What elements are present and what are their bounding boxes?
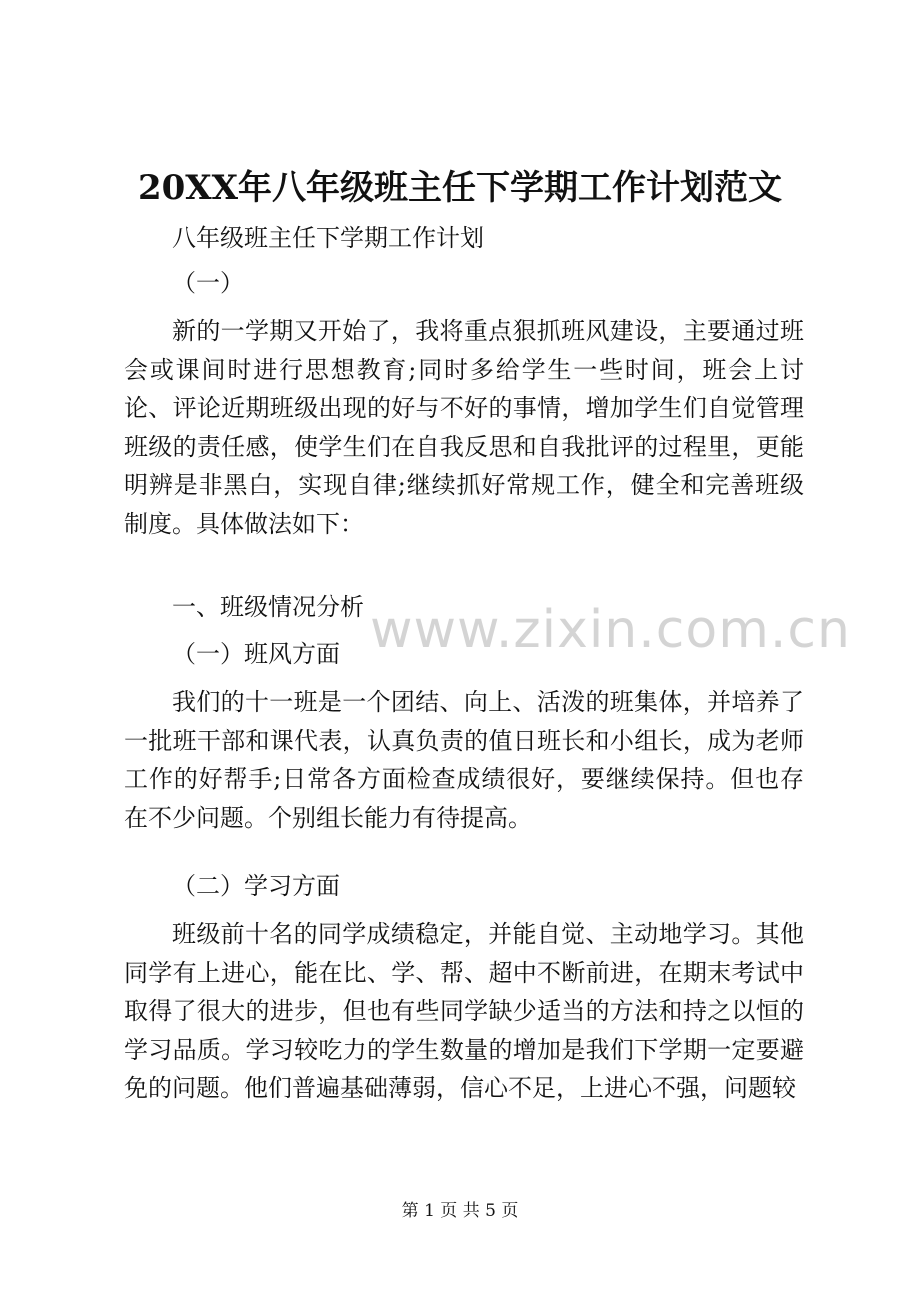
study-paragraph: 班级前十名的同学成绩稳定，并能自觉、主动地学习。其他同学有上进心，能在比、学、帮、超中不断前进，在期末考试中取得了很大的进步，但也有些同学缺少适当的方法和持之以恒的学习品质。学习较吃力的学生数量的增加是我们下学期一定要避免的问题。他们普遍基础薄弱，信心不足，上进心不强，问题较	[124, 920, 804, 1103]
section-marker: （一）	[172, 269, 244, 297]
watermark: www.zixin.com.cn	[370, 600, 851, 660]
document-subtitle: 八年级班主任下学期工作计划	[172, 224, 484, 252]
document-title: 20XX年八年级班主任下学期工作计划范文	[137, 168, 783, 208]
heading-class-analysis: 一、班级情况分析	[172, 593, 364, 621]
intro-paragraph: 新的一学期又开始了，我将重点狠抓班风建设，主要通过班会或课间时进行思想教育;同时多给学生一些时间，班会上讨论、评论近期班级出现的好与不好的事情，增加学生们自觉管理班级的责任感，使学生们在自我反思和自我批评的过程里，更能明辨是非黑白，实现自律;继续抓好常规工作，健全和完善班级制度。具体做法如下：	[124, 317, 804, 538]
heading-study: （二）学习方面	[172, 872, 340, 900]
class-style-paragraph: 我们的十一班是一个团结、向上、活泼的班集体，并培养了一批班干部和课代表，认真负责的值日班长和小组长，成为老师工作的好帮手;日常各方面检查成绩很好，要继续保持。但也存在不少问题。个别组长能力有待提高。	[124, 688, 804, 832]
page-footer: 第 1 页 共 5 页	[401, 1201, 519, 1221]
heading-class-style: （一）班风方面	[172, 640, 340, 668]
